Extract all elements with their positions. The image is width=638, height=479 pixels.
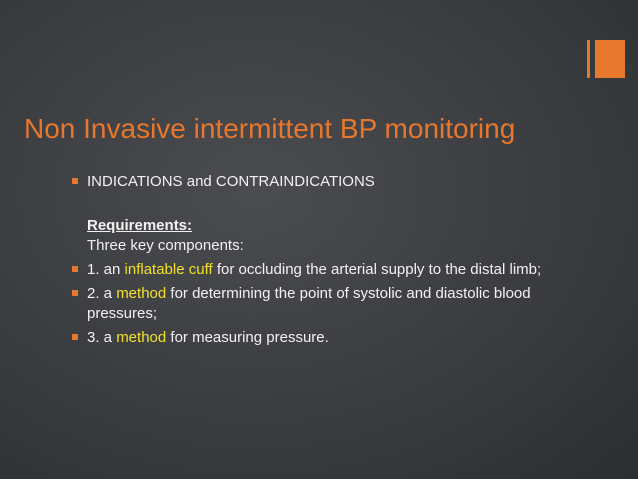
- bullet-indications: [72, 172, 592, 192]
- slide-body: [72, 172, 592, 352]
- requirements-heading: Requirements:: [87, 217, 193, 234]
- accent-bar-thin: [587, 40, 590, 78]
- bullet-marker-icon: [72, 266, 78, 272]
- requirements-intro: Three key components:: [87, 237, 244, 254]
- highlight-text: inflatable cuff: [124, 261, 213, 278]
- list-item: 2. a method for determining the point of systolic and diastolic blood pressures;: [72, 284, 592, 324]
- list-item: 3. a method for measuring pressure.: [72, 328, 592, 348]
- highlight-text: method: [116, 329, 167, 346]
- accent-bar-thick: [595, 40, 625, 78]
- highlight-text: method: [116, 285, 167, 302]
- bullet-marker-icon: [72, 178, 78, 184]
- slide-title: Non Invasive intermittent BP monitoring: [24, 113, 516, 144]
- bullet-text: INDICATIONS and CONTRAINDICATIONS: [87, 173, 375, 190]
- bullet-marker-icon: [72, 290, 78, 296]
- bullet-marker-icon: [72, 334, 78, 340]
- list-item: 1. an inflatable cuff for occluding the arterial supply to the distal limb;: [72, 260, 592, 280]
